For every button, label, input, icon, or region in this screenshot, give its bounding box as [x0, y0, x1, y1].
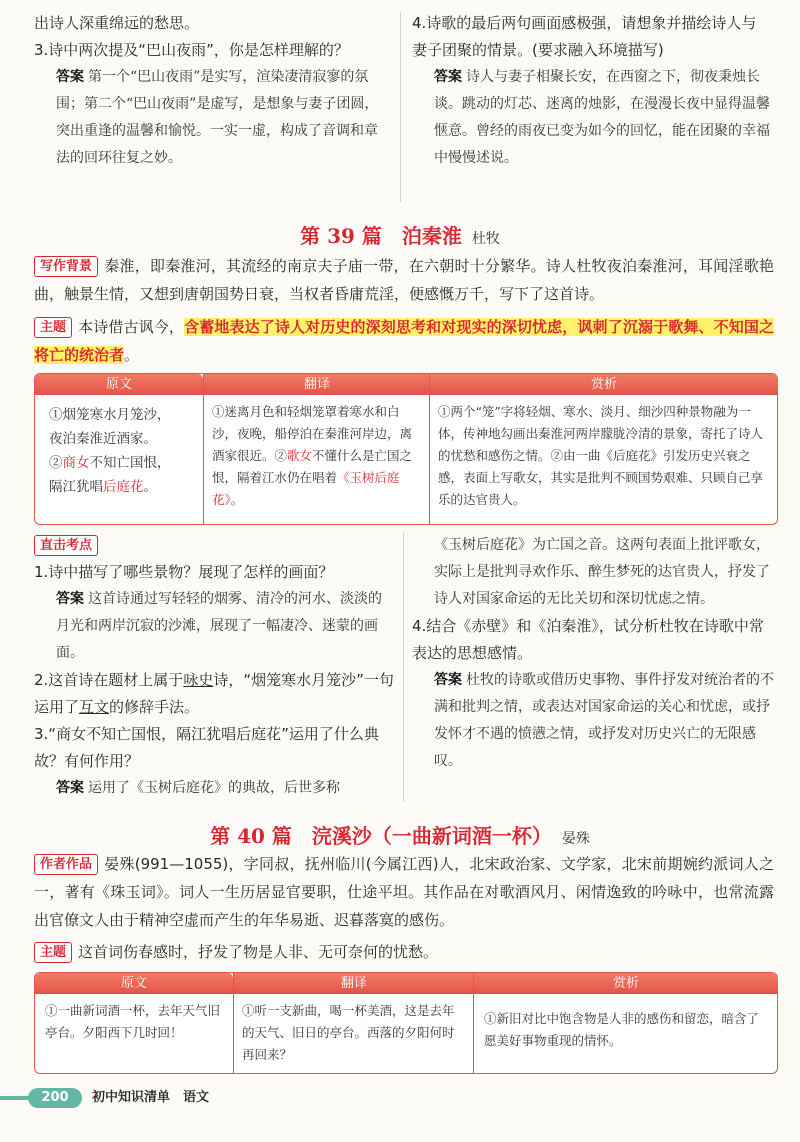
exam-answer-3-start: 答案 运用了《玉树后庭花》的典故，后世多称: [56, 780, 340, 796]
theme-highlight: 含蓄地表达了诗人对历史的深刻思考和对现实的深切忧虑，讽刺了沉溺于歌舞、不知国之将亡的统治者: [34, 318, 774, 364]
exam-points-tag: 直击考点: [34, 535, 98, 556]
background-tag: 写作背景: [34, 256, 98, 277]
book-title: 初中知识清单 语文: [92, 1090, 210, 1105]
section-39-table: [34, 373, 778, 525]
table-header-translation: 翻译: [204, 374, 430, 395]
section-40-table: [34, 972, 778, 1074]
answer-3-bashan: 答案 第一个“巴山夜雨”是实写，渲染凄清寂寥的氛围；第二个“巴山夜雨”是虚写，是想象与妻子团圆，突出重逢的温馨和愉悦。一实一虚，构成了音调和章法的回环往复之妙。: [56, 69, 379, 166]
table40-col-analysis: [473, 973, 778, 1073]
analysis-text: ①两个“笼”字将轻烟、寒水、淡月、细沙四种景物融为一体，传神地勾画出秦淮河两岸朦胧冷清的景象，寄托了诗人的忧愁和感伤之情。②由一曲《后庭花》引发历史兴衰之感，表面上写歌女，其实是批判不顾国势艰难、只顾自己享乐的达官贵人。: [438, 404, 764, 507]
table-col-translation: [203, 374, 430, 524]
exam-answer-4: 答案 杜牧的诗歌或借历史事物、事件抒发对统治者的不满和批判之情，或表达对国家命运的关心和忧虑，或抒发怀才不遇的愤懑之情，或抒发对历史兴亡的无限感叹。: [434, 672, 774, 769]
table-header-original: 原文: [35, 374, 203, 395]
section-39-heading: 第 39 篇 泊秦淮: [300, 224, 462, 248]
table40-col-translation: [233, 973, 474, 1073]
section-40-theme: [34, 938, 774, 966]
continued-answer-line: 出诗人深重绵远的愁思。: [34, 14, 200, 32]
table40-header-original: 原文: [35, 973, 233, 994]
answer-label: 答案: [434, 69, 462, 85]
question-4-imagine: 4.诗歌的最后两句画面感极强，请想象并描绘诗人与妻子团聚的情景。(要求融入环境描写): [412, 14, 757, 59]
page-number: 200: [28, 1088, 82, 1108]
table-col-original: [35, 374, 203, 524]
answer-4-imagine: 答案 诗人与妻子相聚长安，在西窗之下，彻夜秉烛长谈。跳动的灯芯、迷离的烛影，在漫漫长夜中显得温馨惬意。曾经的雨夜已变为如今的回忆，能在团聚的幸福中慢慢述说。: [434, 69, 770, 166]
exam-question-2: 2.这首诗在题材上属于咏史诗，“烟笼寒水月笼沙”一句运用了互文的修辞手法。: [34, 671, 394, 716]
table-col-analysis: [429, 374, 778, 524]
theme-tag: 主题: [34, 317, 72, 338]
table40-header-translation: 翻译: [234, 973, 474, 994]
section-40-works: [34, 850, 774, 934]
background-text: 秦淮，即秦淮河，其流经的南京夫子庙一带，在六朝时十分繁华。诗人杜牧夜泊秦淮河，耳闻淫歌艳曲，触景生情，又想到唐朝国势日衰，当权者昏庸荒淫，便感慨万千，写下了这首诗。: [34, 257, 774, 303]
original-line-1a: ①烟笼寒水月笼沙，: [49, 407, 171, 423]
question-3-bashan: 3.诗中两次提及“巴山夜雨”，你是怎样理解的？: [34, 41, 349, 59]
original-line-2b: 隔江犹唱后庭花。: [49, 479, 157, 495]
theme-tag-40: 主题: [34, 942, 72, 963]
section-39-theme: 主题 本诗借古讽今，含蓄地表达了诗人对历史的深刻思考和对现实的深切忧虑，讽刺了沉溺于歌舞、不知国之将亡的统治者。: [34, 318, 774, 364]
exam-question-3: 3.“商女不知亡国恨，隔江犹唱后庭花”运用了什么典故？有何作用？: [34, 725, 379, 770]
translation-text: ①迷离月色和轻烟笼罩着寒水和白沙，夜晚，船停泊在秦淮河岸边，离酒家很近。②歌女不懂什么是亡国之恨，隔着江水仍在唱着《玉树后庭花》。: [212, 404, 413, 507]
exam-left-column: [34, 532, 394, 802]
table-header-analysis: 赏析: [430, 374, 778, 395]
original-line-1b: 夜泊秦淮近酒家。: [49, 431, 157, 447]
exam-answer-1: 答案 这首诗通过写轻轻的烟雾、清冷的河水、淡淡的月光和两岸沉寂的沙滩，展现了一幅凄冷、迷蒙的画面。: [56, 591, 382, 661]
column-divider-top: [400, 12, 401, 202]
table40-analysis-text: ①新旧对比中饱含物是人非的感伤和留恋，暗含了愿美好事物重现的情怀。: [484, 1011, 760, 1048]
table40-translation-text: ①听一支新曲，喝一杯美酒，这是去年的天气、旧日的亭台。西落的夕阳何时再回来？: [242, 1003, 455, 1062]
exam-right-column: [412, 532, 774, 775]
table40-original-text: ①一曲新词酒一杯，去年天气旧亭台。夕阳西下几时回！: [45, 1003, 221, 1040]
section-40-title: [0, 820, 800, 849]
table40-col-original: [35, 973, 233, 1073]
exam-question-4: 4.结合《赤壁》和《泊秦淮》，试分析杜牧在诗歌中常表达的思想感情。: [412, 617, 764, 662]
exam-question-1: 1.诗中描写了哪些景物？展现了怎样的画面？: [34, 563, 334, 581]
table40-header-analysis: 赏析: [474, 973, 778, 994]
top-left-column: [34, 10, 384, 172]
section-39-author: 杜牧: [471, 231, 500, 247]
original-line-2a: ②商女不知亡国恨，: [49, 455, 171, 471]
section-40-author: 晏殊: [561, 831, 590, 847]
top-right-column: [412, 10, 770, 172]
footer-bar: [0, 1096, 30, 1100]
section-39-background: [34, 252, 774, 308]
exam-answer-3-cont: 《玉树后庭花》为亡国之音。这两句表面上批评歌女，实际上是批判寻欢作乐、醉生梦死的达官贵人，抒发了诗人对国家命运的无比关切和深切忧虑之情。: [434, 537, 770, 607]
section-40-heading: 第 40 篇 浣溪沙（一曲新词酒一杯）: [210, 824, 552, 848]
answer-label: 答案: [56, 69, 84, 85]
section-39-title: [0, 220, 800, 249]
theme-text-40: 这首词伤春感时，抒发了物是人非、无可奈何的忧愁。: [78, 943, 439, 961]
column-divider-exam: [403, 532, 404, 802]
author-works-text: 晏殊(991—1055)，字同叔，抚州临川(今属江西)人，北宋政治家、文学家，北宋前期婉约派词人之一，著有《珠玉词》。词人一生历居显官要职，仕途平坦。其作品在对歌酒风月、闲情逸致的吟咏中，也常流露出官僚文人由于精神空虚而产生的年华易逝、迟暮落寞的感伤。: [34, 855, 774, 929]
author-works-tag: 作者作品: [34, 854, 98, 875]
